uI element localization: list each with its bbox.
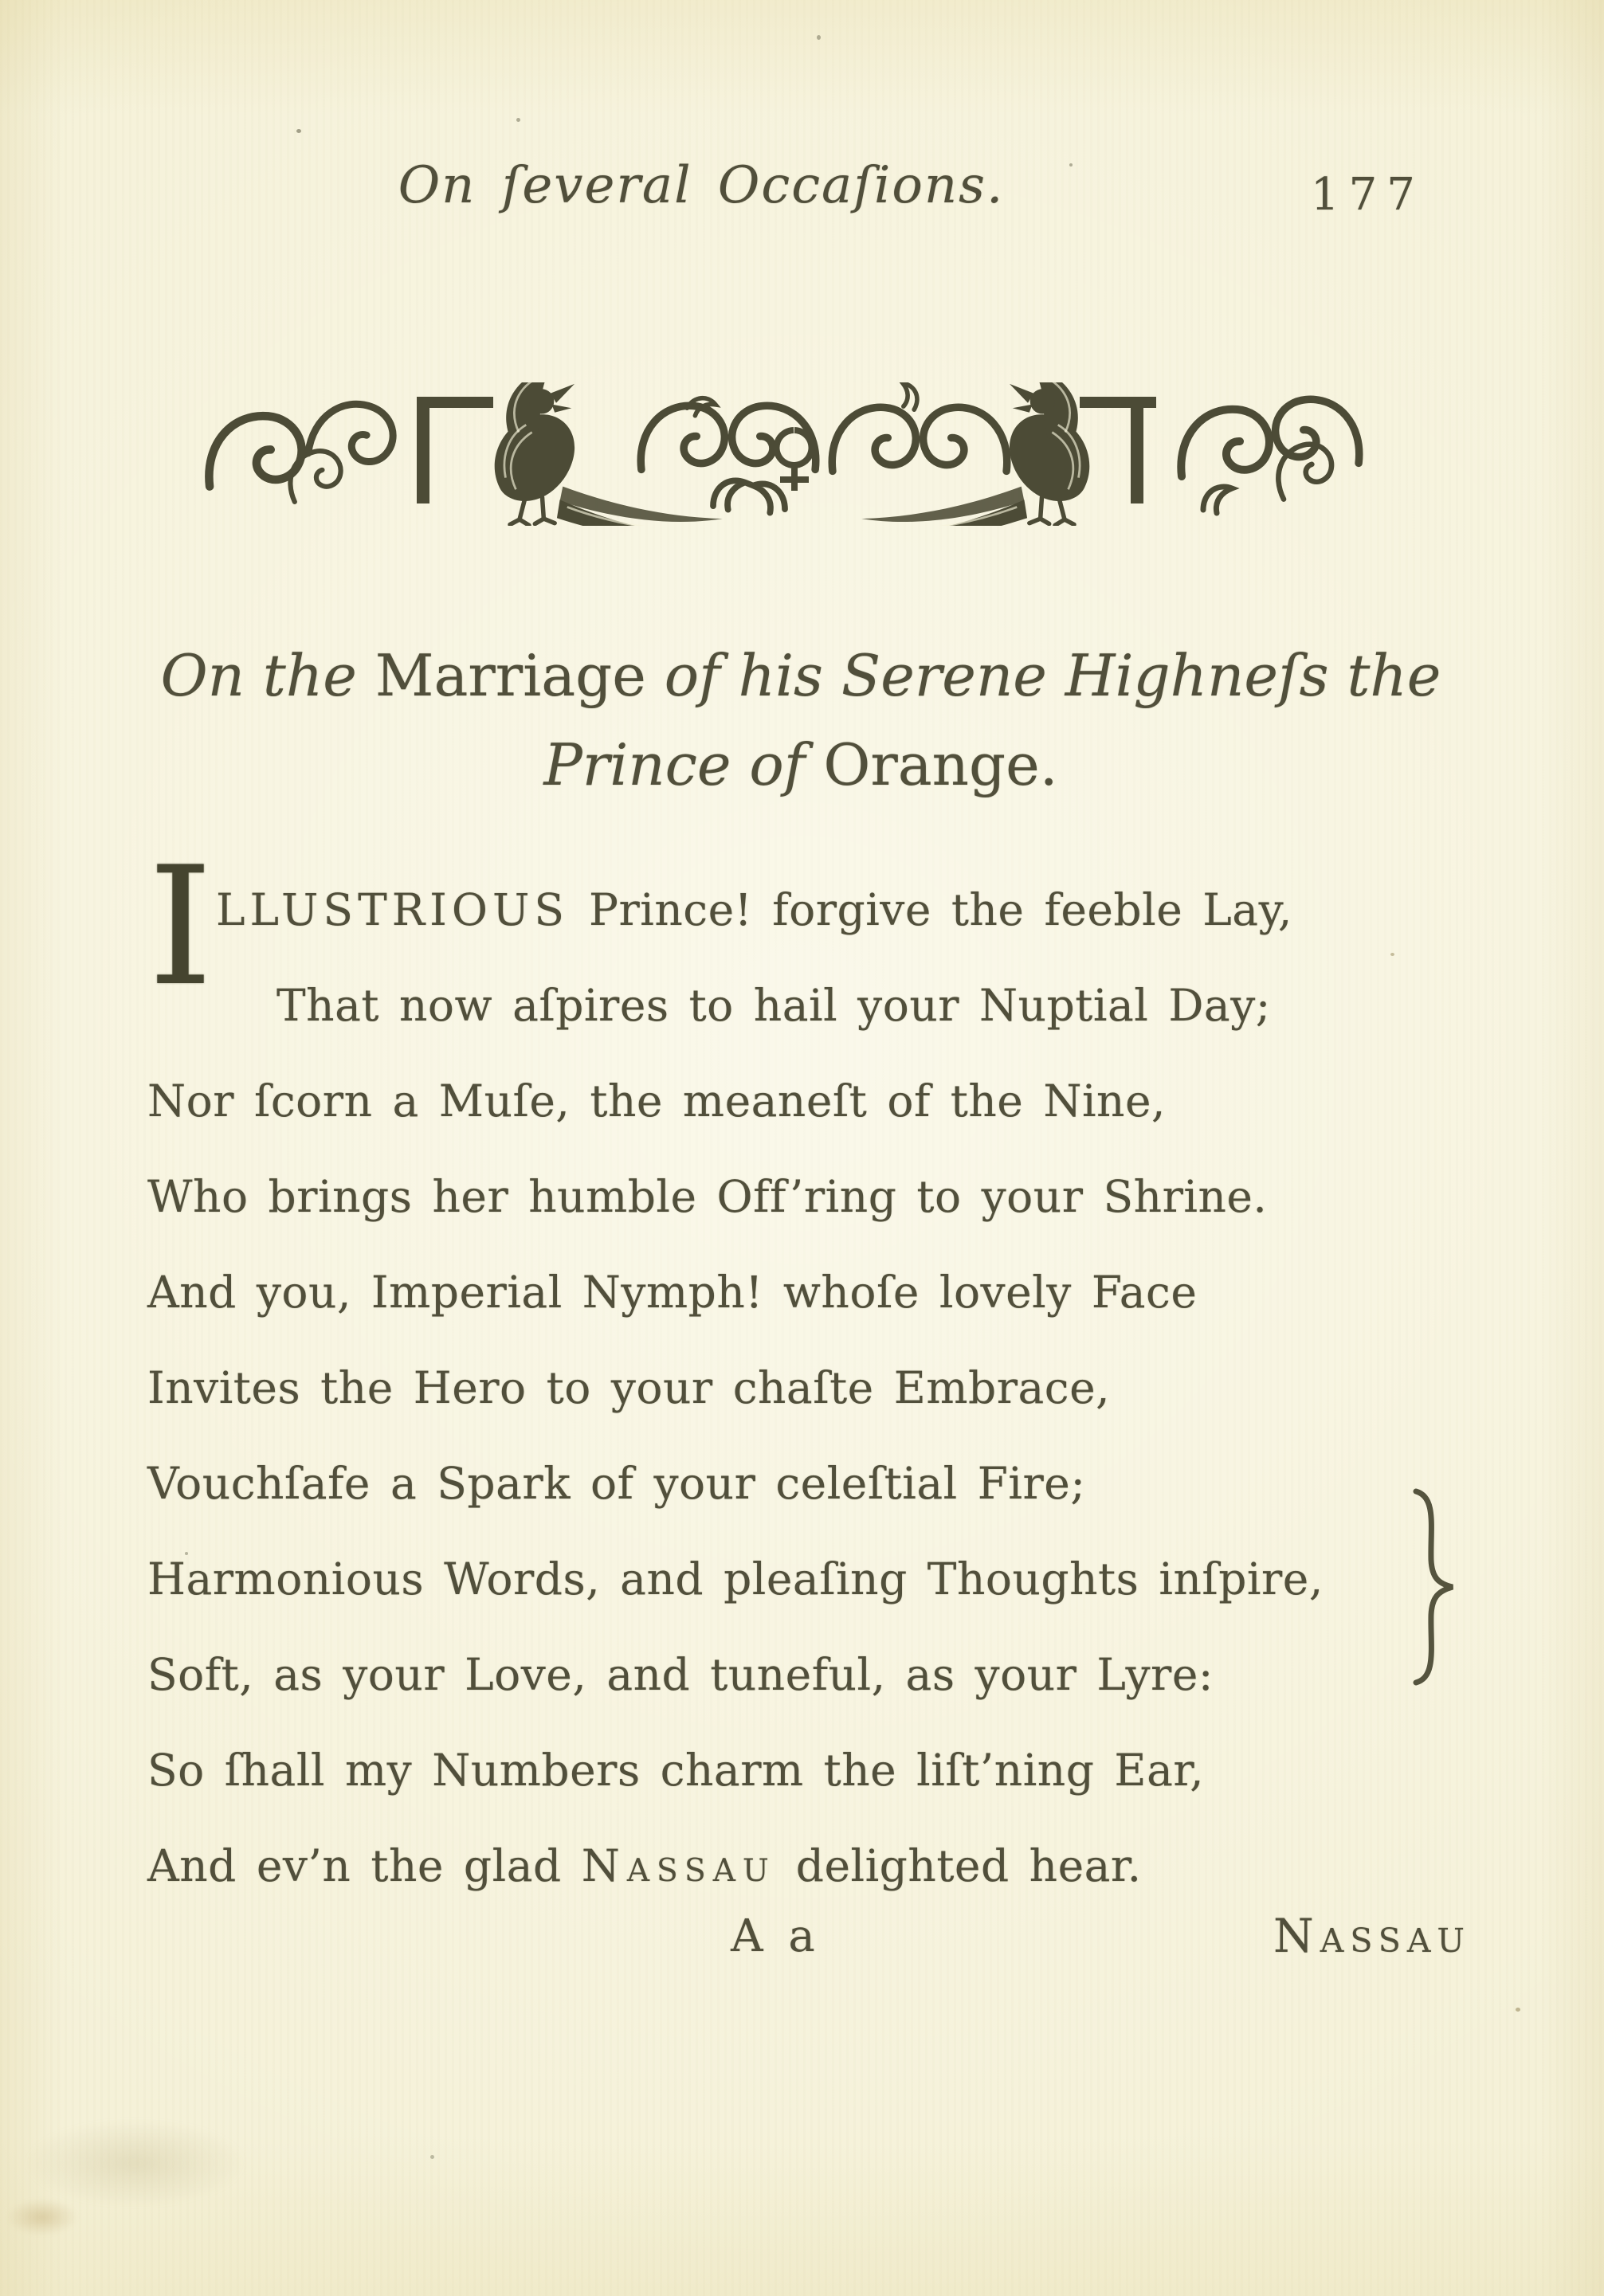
text-segment: Soft, as your Love, and tuneful, as your Lyre: — [147, 1649, 1214, 1700]
poem-line — [147, 1436, 1502, 1531]
text-segment: of his Serene Highneſs the — [664, 642, 1441, 709]
text-segment: Vouchſafe a Spark of your celeſtial Fire; — [147, 1458, 1086, 1509]
text-segment: And ev’n the glad — [147, 1840, 582, 1891]
ink-speck — [1516, 2008, 1520, 2012]
text-segment: delighted hear. — [775, 1840, 1142, 1891]
text-segment: Prince of — [543, 731, 824, 798]
catchword: Nassau — [1273, 1909, 1471, 1963]
page-number: 177 — [1311, 169, 1425, 221]
center-scroll-cluster — [641, 382, 1007, 513]
ink-speck — [1069, 163, 1073, 167]
poem-body — [147, 862, 1502, 1914]
poem-line — [147, 1244, 1502, 1340]
text-segment: LLUSTRIOUS — [216, 884, 570, 935]
poem-line — [147, 1818, 1502, 1914]
poem-line — [147, 1531, 1502, 1627]
show-through-smudge — [24, 2119, 247, 2207]
ink-speck — [296, 129, 301, 133]
poem-line — [147, 1053, 1502, 1149]
title-line — [96, 720, 1506, 809]
ink-speck — [430, 2155, 434, 2159]
headpiece-ornament-icon — [203, 382, 1367, 526]
text-segment: Harmonious Words, and pleaſing Thoughts inſpire, — [147, 1554, 1324, 1604]
paper-stain — [6, 2199, 78, 2235]
text-segment: Nor ſcorn a Muſe, the meaneſt of the Nine, — [147, 1076, 1167, 1126]
text-segment: Orange. — [823, 731, 1058, 798]
ink-speck — [817, 35, 821, 40]
poem-line — [147, 958, 1502, 1053]
running-title: On ſeveral Occaſions. — [398, 156, 1005, 215]
left-scroll-cluster — [209, 394, 493, 503]
text-segment: That now aſpires to hail your Nuptial Day; — [276, 980, 1271, 1031]
text-segment: Prince! forgive the feeble Lay, — [569, 884, 1292, 935]
poem-line — [147, 862, 1502, 958]
title-line — [96, 631, 1506, 720]
text-segment: Invites the Hero to your chaſte Embrace, — [147, 1362, 1111, 1413]
poem-line — [147, 1722, 1502, 1818]
drop-cap-initial: I — [148, 833, 213, 1022]
text-segment: On the — [160, 642, 375, 709]
poem-line — [147, 1340, 1502, 1436]
poem-line — [147, 1149, 1502, 1244]
ink-speck — [516, 118, 520, 122]
text-segment: So ſhall my Numbers charm the liſt’ning Ear, — [147, 1745, 1205, 1796]
text-segment: Who brings her humble Off’ring to your Shrine. — [147, 1171, 1268, 1222]
gathering-signature: A a — [731, 1910, 815, 1962]
text-segment: Marriage — [375, 642, 665, 709]
poem-title — [96, 631, 1506, 809]
ink-speck — [1390, 953, 1394, 956]
poem-line — [147, 1627, 1502, 1722]
text-segment: And you, Imperial Nymph! whoſe lovely Face — [147, 1267, 1198, 1318]
ink-speck — [185, 1552, 188, 1555]
text-segment: Nassau — [581, 1840, 776, 1891]
triplet-brace-icon — [1406, 1487, 1464, 1687]
right-scroll-cluster — [1080, 397, 1359, 513]
